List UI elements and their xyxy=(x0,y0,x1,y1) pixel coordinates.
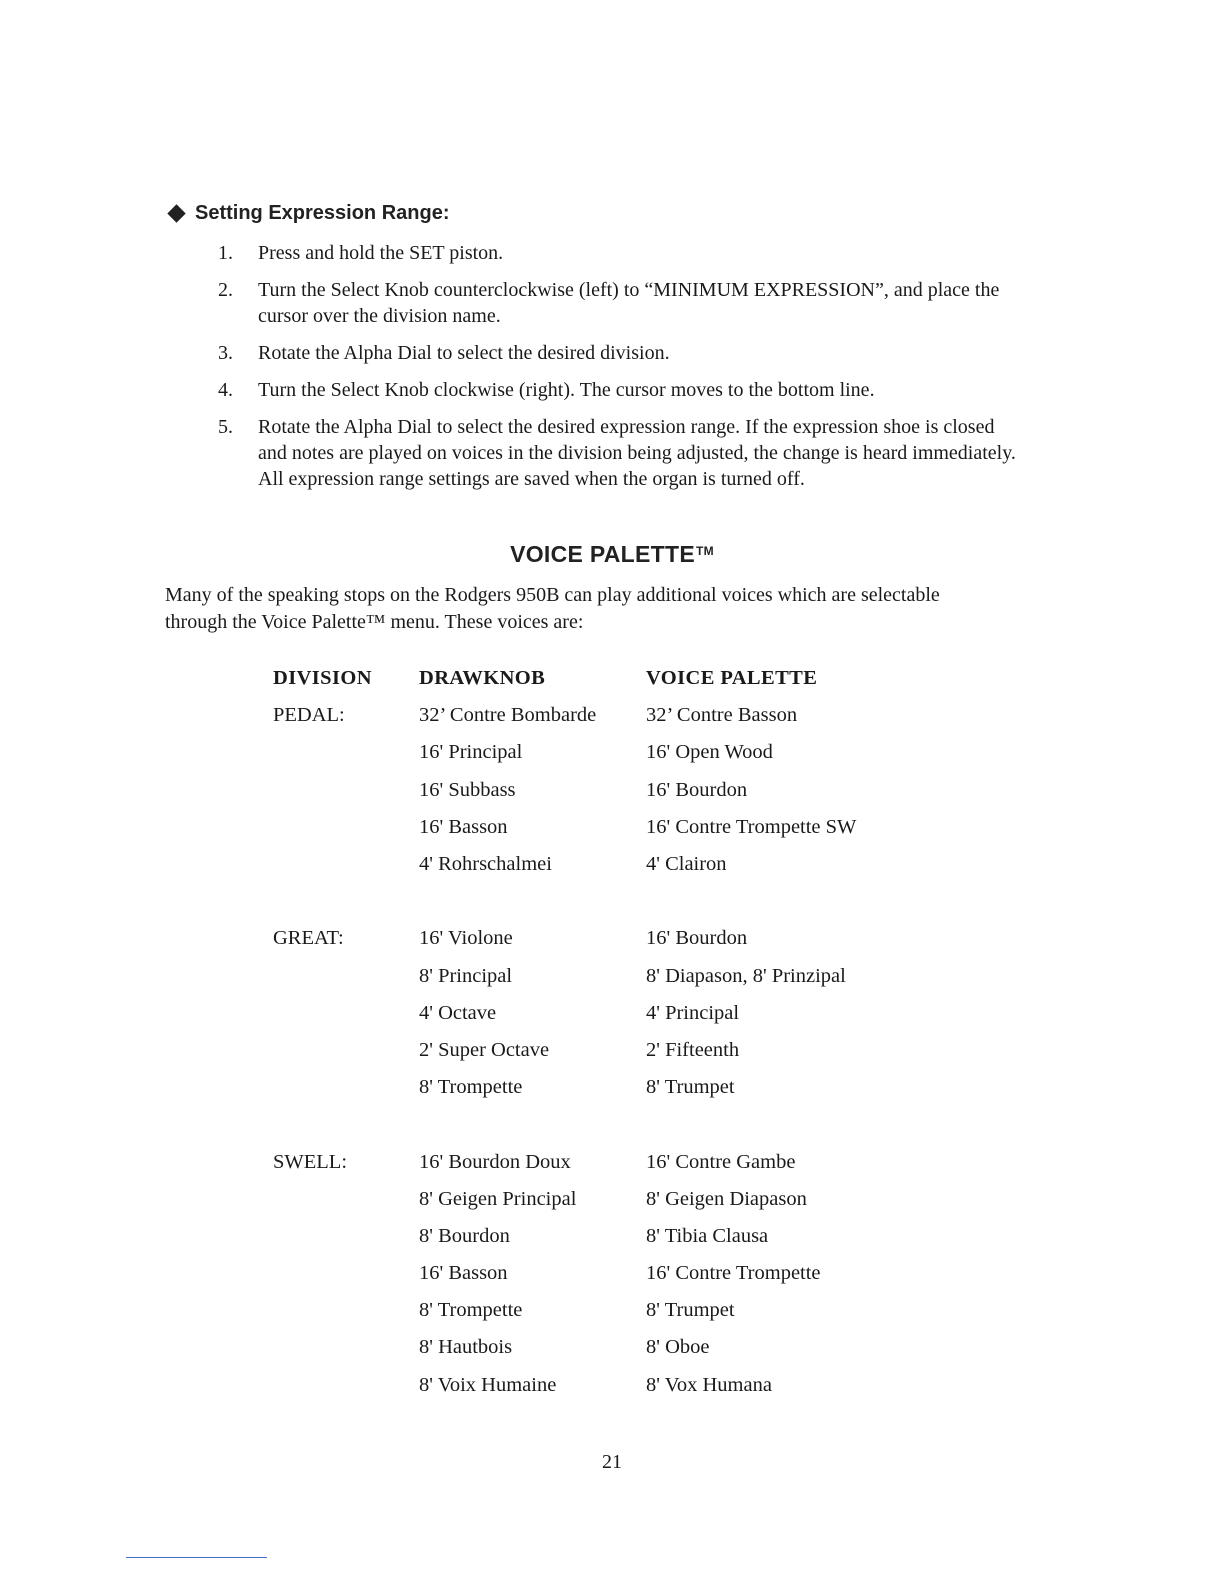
drawknob-cell: 8' Trompette xyxy=(419,1299,523,1322)
table-row xyxy=(273,1367,946,1404)
footnote-rule xyxy=(126,1557,267,1558)
voice-palette-cell: 8' Trumpet xyxy=(646,1299,735,1322)
drawknob-cell: 16' Principal xyxy=(419,741,523,764)
division-cell xyxy=(273,995,419,1032)
voice-palette-cell: 8' Vox Humana xyxy=(646,1373,772,1396)
voice-palette-cell: 16' Bourdon xyxy=(646,778,748,801)
table-row xyxy=(273,958,946,995)
drawknob-cell: 16' Bourdon Doux xyxy=(419,1150,571,1173)
drawknob-cell: 16' Subbass xyxy=(419,778,516,801)
table-row xyxy=(273,697,946,734)
step-text: Turn the Select Knob counterclockwise (left) to “MINIMUM EXPRESSION”, and place the cursor over the division name. xyxy=(258,279,1000,327)
header-drawknob: DRAWKNOB xyxy=(419,667,546,690)
step-item xyxy=(218,414,1018,492)
section-title-text: VOICE PALETTE xyxy=(510,541,695,567)
header-division: DIVISION xyxy=(273,667,372,690)
table-row xyxy=(273,809,946,846)
voice-palette-cell: 8' Trumpet xyxy=(646,1076,735,1099)
header-voice-palette: VOICE PALETTE xyxy=(646,667,818,690)
step-item xyxy=(218,240,1018,266)
division-cell xyxy=(273,809,419,846)
table-row xyxy=(273,1255,946,1292)
drawknob-cell: 8' Principal xyxy=(419,964,513,987)
step-text: Rotate the Alpha Dial to select the desired expression range. If the expression shoe is closed and notes are played on voices in the division being adjusted, the change is heard immediately. All expression range settings are saved when the organ is turned off. xyxy=(258,416,1016,490)
group-spacer xyxy=(273,1106,946,1143)
drawknob-cell: 16' Basson xyxy=(419,815,508,838)
voice-palette-cell: 16' Contre Trompette SW xyxy=(646,815,857,838)
drawknob-cell: 8' Trompette xyxy=(419,1076,523,1099)
step-number: 1. xyxy=(218,242,233,264)
step-item xyxy=(218,377,1018,403)
step-number: 2. xyxy=(218,279,233,301)
drawknob-cell: 4' Octave xyxy=(419,1001,497,1024)
voice-palette-cell: 2' Fifteenth xyxy=(646,1038,740,1061)
trademark-mark: TM xyxy=(696,544,714,558)
division-cell: GREAT: xyxy=(273,927,344,950)
step-number: 5. xyxy=(218,416,233,438)
division-cell xyxy=(273,1218,419,1255)
division-cell xyxy=(273,1181,419,1218)
step-number: 3. xyxy=(218,342,233,364)
drawknob-cell: 2' Super Octave xyxy=(419,1038,550,1061)
page-number: 21 xyxy=(602,1451,622,1473)
table-row xyxy=(273,920,946,957)
table-header-row xyxy=(273,660,946,697)
division-cell xyxy=(273,1329,419,1366)
voice-palette-cell: 32’ Contre Basson xyxy=(646,704,798,727)
voice-palette-cell: 8' Diapason, 8' Prinzipal xyxy=(646,964,846,987)
division-cell: SWELL: xyxy=(273,1150,348,1173)
table-row xyxy=(273,1329,946,1366)
drawknob-cell: 8' Hautbois xyxy=(419,1336,513,1359)
division-cell xyxy=(273,772,419,809)
step-text: Press and hold the SET piston. xyxy=(258,242,504,264)
group-spacer xyxy=(273,883,946,920)
drawknob-cell: 16' Basson xyxy=(419,1262,508,1285)
table-row xyxy=(273,772,946,809)
section-title xyxy=(0,541,1224,568)
voice-palette-cell: 8' Oboe xyxy=(646,1336,710,1359)
drawknob-cell: 8' Bourdon xyxy=(419,1224,510,1247)
table-row xyxy=(273,1069,946,1106)
drawknob-cell: 8' Voix Humaine xyxy=(419,1373,557,1396)
step-text: Rotate the Alpha Dial to select the desired division. xyxy=(258,342,670,364)
table-row xyxy=(273,846,946,883)
intro-paragraph: Many of the speaking stops on the Rodgers 950B can play additional voices which are selectable through the Voice Palette™ menu. These voices are: xyxy=(165,584,940,633)
drawknob-cell: 32’ Contre Bombarde xyxy=(419,704,597,727)
division-cell xyxy=(273,1255,419,1292)
drawknob-cell: 16' Violone xyxy=(419,927,513,950)
voice-palette-cell: 16' Open Wood xyxy=(646,741,773,764)
division-cell xyxy=(273,958,419,995)
drawknob-cell: 8' Geigen Principal xyxy=(419,1187,577,1210)
division-cell xyxy=(273,1032,419,1069)
division-cell xyxy=(273,734,419,771)
table-row xyxy=(273,1181,946,1218)
voice-palette-cell: 16' Contre Trompette xyxy=(646,1262,821,1285)
table-row xyxy=(273,1292,946,1329)
drawknob-cell: 4' Rohrschalmei xyxy=(419,853,552,876)
voice-palette-cell: 4' Principal xyxy=(646,1001,740,1024)
step-item xyxy=(218,277,1018,329)
section-heading xyxy=(168,202,450,225)
heading-text: Setting Expression Range: xyxy=(195,202,450,224)
voice-palette-table xyxy=(273,660,946,1404)
voice-palette-cell: 16' Bourdon xyxy=(646,927,748,950)
table-row xyxy=(273,734,946,771)
table-row xyxy=(273,1032,946,1069)
table-row xyxy=(273,1218,946,1255)
table-row xyxy=(273,1143,946,1180)
step-text: Turn the Select Knob clockwise (right). The cursor moves to the bottom line. xyxy=(258,379,875,401)
voice-palette-cell: 4' Clairon xyxy=(646,853,727,876)
division-cell xyxy=(273,846,419,883)
step-item xyxy=(218,340,1018,366)
division-cell xyxy=(273,1367,419,1404)
steps-list xyxy=(218,240,1018,503)
voice-palette-cell: 8' Geigen Diapason xyxy=(646,1187,807,1210)
step-number: 4. xyxy=(218,379,233,401)
table-row xyxy=(273,995,946,1032)
division-cell xyxy=(273,1292,419,1329)
voice-palette-cell: 8' Tibia Clausa xyxy=(646,1224,769,1247)
division-cell: PEDAL: xyxy=(273,704,345,727)
diamond-bullet-icon xyxy=(167,204,185,222)
division-cell xyxy=(273,1069,419,1106)
voice-palette-cell: 16' Contre Gambe xyxy=(646,1150,796,1173)
